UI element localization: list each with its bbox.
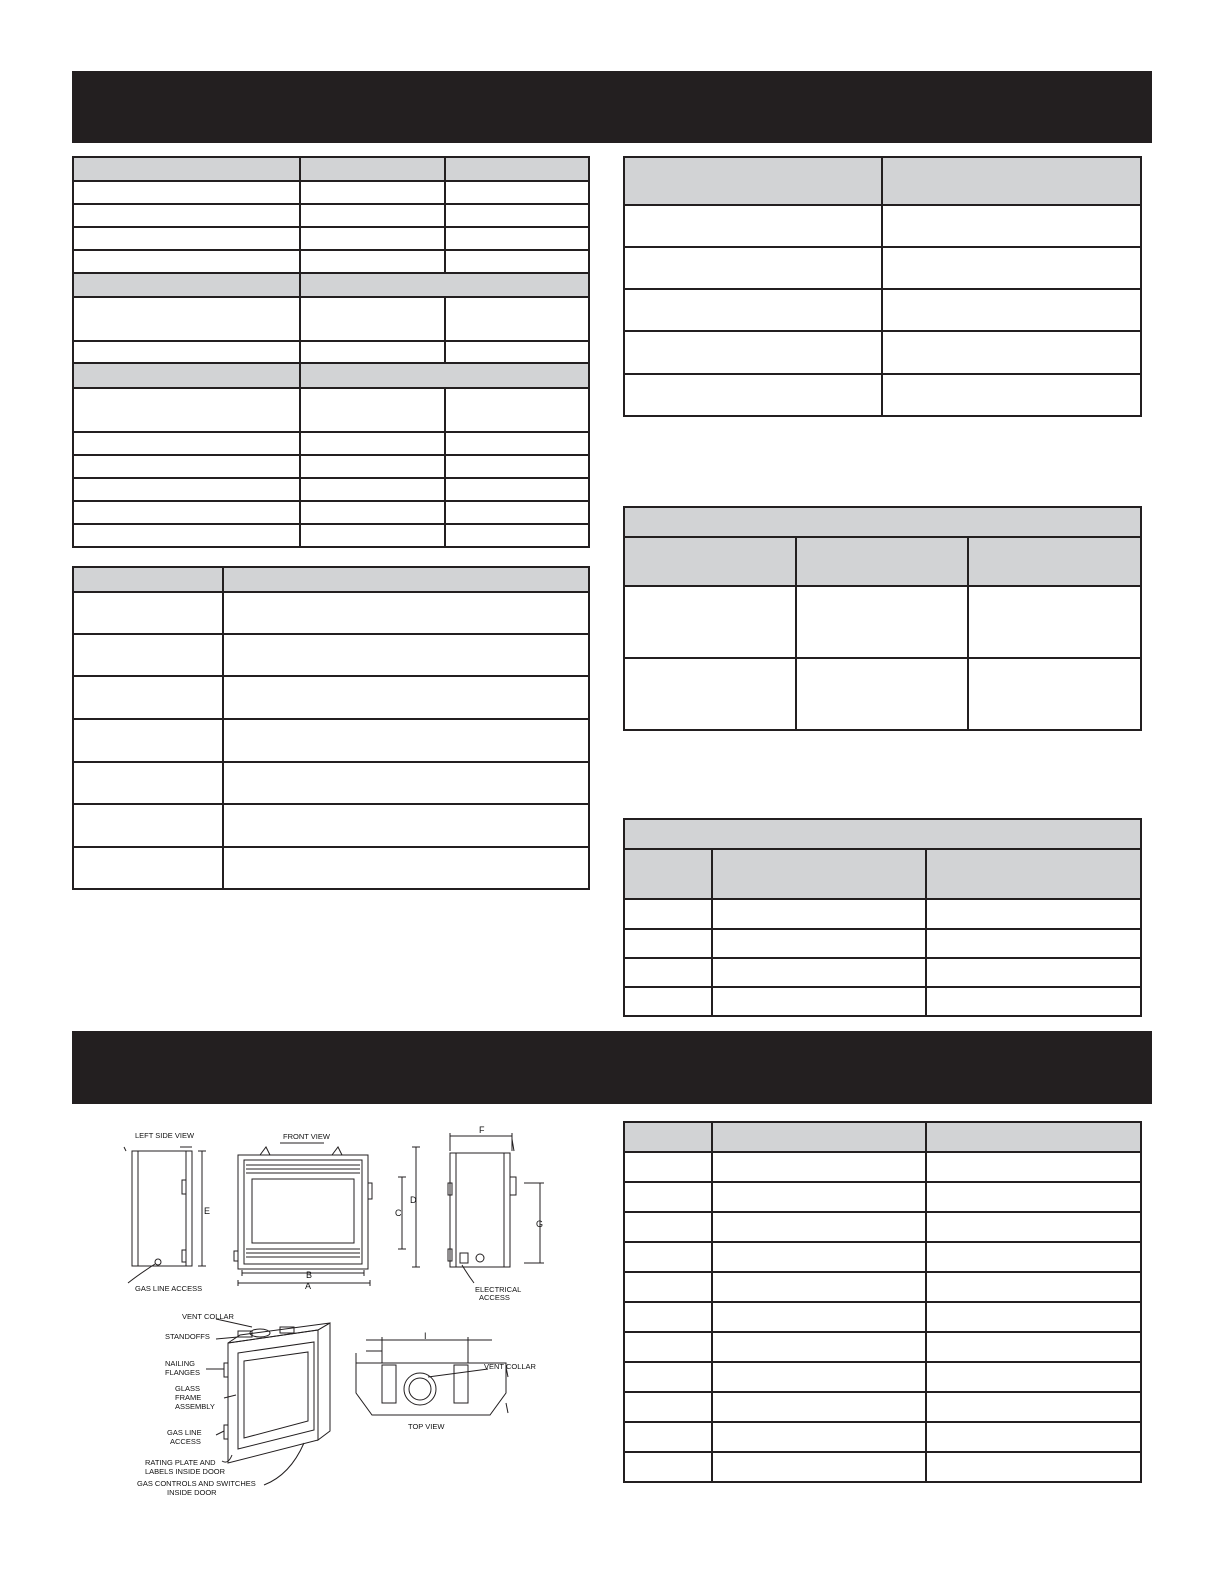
gas-line-access-label: GAS LINE ACCESS	[135, 1284, 203, 1293]
section-header-band-bottom	[72, 1031, 1152, 1104]
specifications-table	[72, 156, 590, 548]
right-side-view	[448, 1133, 544, 1283]
nailing-flanges-label-line2: FLANGES	[165, 1368, 201, 1377]
dimension-letter-d: D	[410, 1195, 417, 1205]
glass-frame-assembly-label-line1: GLASS	[175, 1384, 201, 1393]
right-two-column-table	[623, 156, 1142, 417]
right-three-column-table	[623, 506, 1142, 731]
vent-collar-top-label: VENT COLLAR	[484, 1362, 536, 1371]
front-view-title: FRONT VIEW	[283, 1132, 330, 1141]
dimension-letter-f: F	[479, 1125, 485, 1135]
dimension-letter-g: G	[536, 1219, 544, 1229]
dimension-letter-i: I	[424, 1331, 427, 1341]
isometric-view	[206, 1319, 330, 1485]
glass-frame-assembly-label-line2: FRAME	[175, 1393, 202, 1402]
standoffs-label: STANDOFFS	[165, 1332, 210, 1341]
electrical-access-label-line1: ELECTRICAL	[475, 1285, 522, 1294]
gas-controls-label-line2: INSIDE DOOR	[167, 1488, 217, 1497]
rating-plate-label-line1: RATING PLATE AND	[145, 1458, 216, 1467]
rating-plate-label-line2: LABELS INSIDE DOOR	[145, 1467, 226, 1476]
fireplace-dimension-drawing	[120, 1125, 560, 1515]
left-side-view	[124, 1147, 206, 1283]
left-side-view-title: LEFT SIDE VIEW	[135, 1131, 195, 1140]
electrical-access-label-line2: ACCESS	[479, 1293, 510, 1302]
nailing-flanges-label-line1: NAILING	[165, 1359, 196, 1368]
vent-collar-label: VENT COLLAR	[182, 1312, 234, 1321]
drawing-canvas	[120, 1125, 560, 1515]
dimension-letter-c: C	[395, 1208, 402, 1218]
top-view-title: TOP VIEW	[408, 1422, 445, 1431]
description-table	[72, 566, 590, 890]
gas-line-access-iso-label-line1: GAS LINE	[167, 1428, 202, 1437]
gas-controls-label-line1: GAS CONTROLS AND SWITCHES	[137, 1479, 256, 1488]
top-view	[356, 1337, 508, 1415]
gas-line-access-iso-label-line2: ACCESS	[170, 1437, 201, 1446]
section-header-band-top	[72, 71, 1152, 143]
glass-frame-assembly-label-line3: ASSEMBLY	[175, 1402, 215, 1411]
dimension-letter-e: E	[204, 1206, 211, 1216]
dimensions-table	[623, 1121, 1142, 1483]
dimension-letter-a: A	[305, 1281, 312, 1291]
front-view	[234, 1143, 420, 1286]
dimension-letter-b: B	[306, 1270, 313, 1280]
right-titled-table	[623, 818, 1142, 1017]
